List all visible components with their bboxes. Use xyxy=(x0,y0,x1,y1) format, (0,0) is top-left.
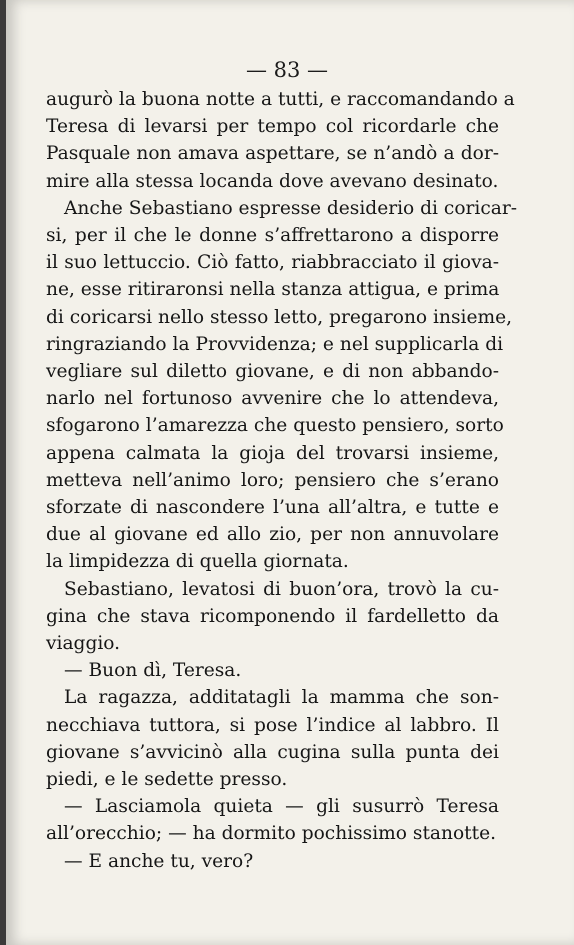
text-line: di coricarsi nello stesso letto, pregarono insieme, xyxy=(46,306,512,328)
text-line: Anche Sebastiano espresse desiderio di coricar- xyxy=(64,197,518,219)
text-line: ne, esse ritiraronsi nella stanza attigua, e prima xyxy=(46,279,500,301)
text-line: piedi, e le sedette presso. xyxy=(46,769,288,791)
text-line: gina che stava ricomponendo il fardelletto da xyxy=(46,605,499,627)
text-line: narlo nel fortunoso avvenire che lo attendeva, xyxy=(46,388,499,410)
text-line: Pasquale non amava aspettare, se n’andò a dor- xyxy=(46,143,499,165)
text-line: Sebastiano, levatosi di buon’ora, trovò la cu- xyxy=(64,578,499,600)
text-line: sfogarono l’amarezza che questo pensiero, sorto xyxy=(46,415,504,437)
text-line: La ragazza, additatagli la mamma che son- xyxy=(64,687,499,709)
text-line: viaggio. xyxy=(46,633,121,655)
text-line: appena calmata la gioja del trovarsi insieme, xyxy=(46,442,499,464)
text-line: vegliare sul diletto giovane, e di non abbando- xyxy=(46,361,499,383)
text-line: la limpidezza di quella giornata. xyxy=(46,551,349,573)
text-line: necchiava tuttora, si pose l’indice al labbro. Il xyxy=(46,714,499,736)
text-line: metteva nell’animo loro; pensiero che s’erano xyxy=(46,469,499,491)
page-number: — 83 — xyxy=(245,58,329,82)
text-line: — E anche tu, vero? xyxy=(64,850,254,872)
text-line: augurò la buona notte a tutti, e raccomandando a xyxy=(46,89,515,110)
text-line: ringraziando la Provvidenza; e nel supplicarla di xyxy=(46,333,504,355)
text-line: — Buon dì, Teresa. xyxy=(64,660,242,682)
text-line: due al giovane ed allo zio, per non annuvolare xyxy=(46,524,499,546)
text-line: Teresa di levarsi per tempo col ricordarle che xyxy=(46,116,499,138)
text-line: sforzate di nascondere l’una all’altra, e tutte e xyxy=(46,497,499,519)
page-text xyxy=(46,86,518,875)
text-line: giovane s’avvicinò alla cugina sulla punta dei xyxy=(46,741,499,763)
text-line: — Lasciamola quieta — gli susurrò Teresa xyxy=(64,796,499,818)
text-line: si, per il che le donne s’affrettarono a disporre xyxy=(46,225,499,247)
text-line: all’orecchio; — ha dormito pochissimo stanotte. xyxy=(46,823,497,845)
text-line: mire alla stessa locanda dove avevano desinato. xyxy=(46,170,499,192)
text-line: il suo lettuccio. Ciò fatto, riabbracciato il giova- xyxy=(46,252,499,274)
